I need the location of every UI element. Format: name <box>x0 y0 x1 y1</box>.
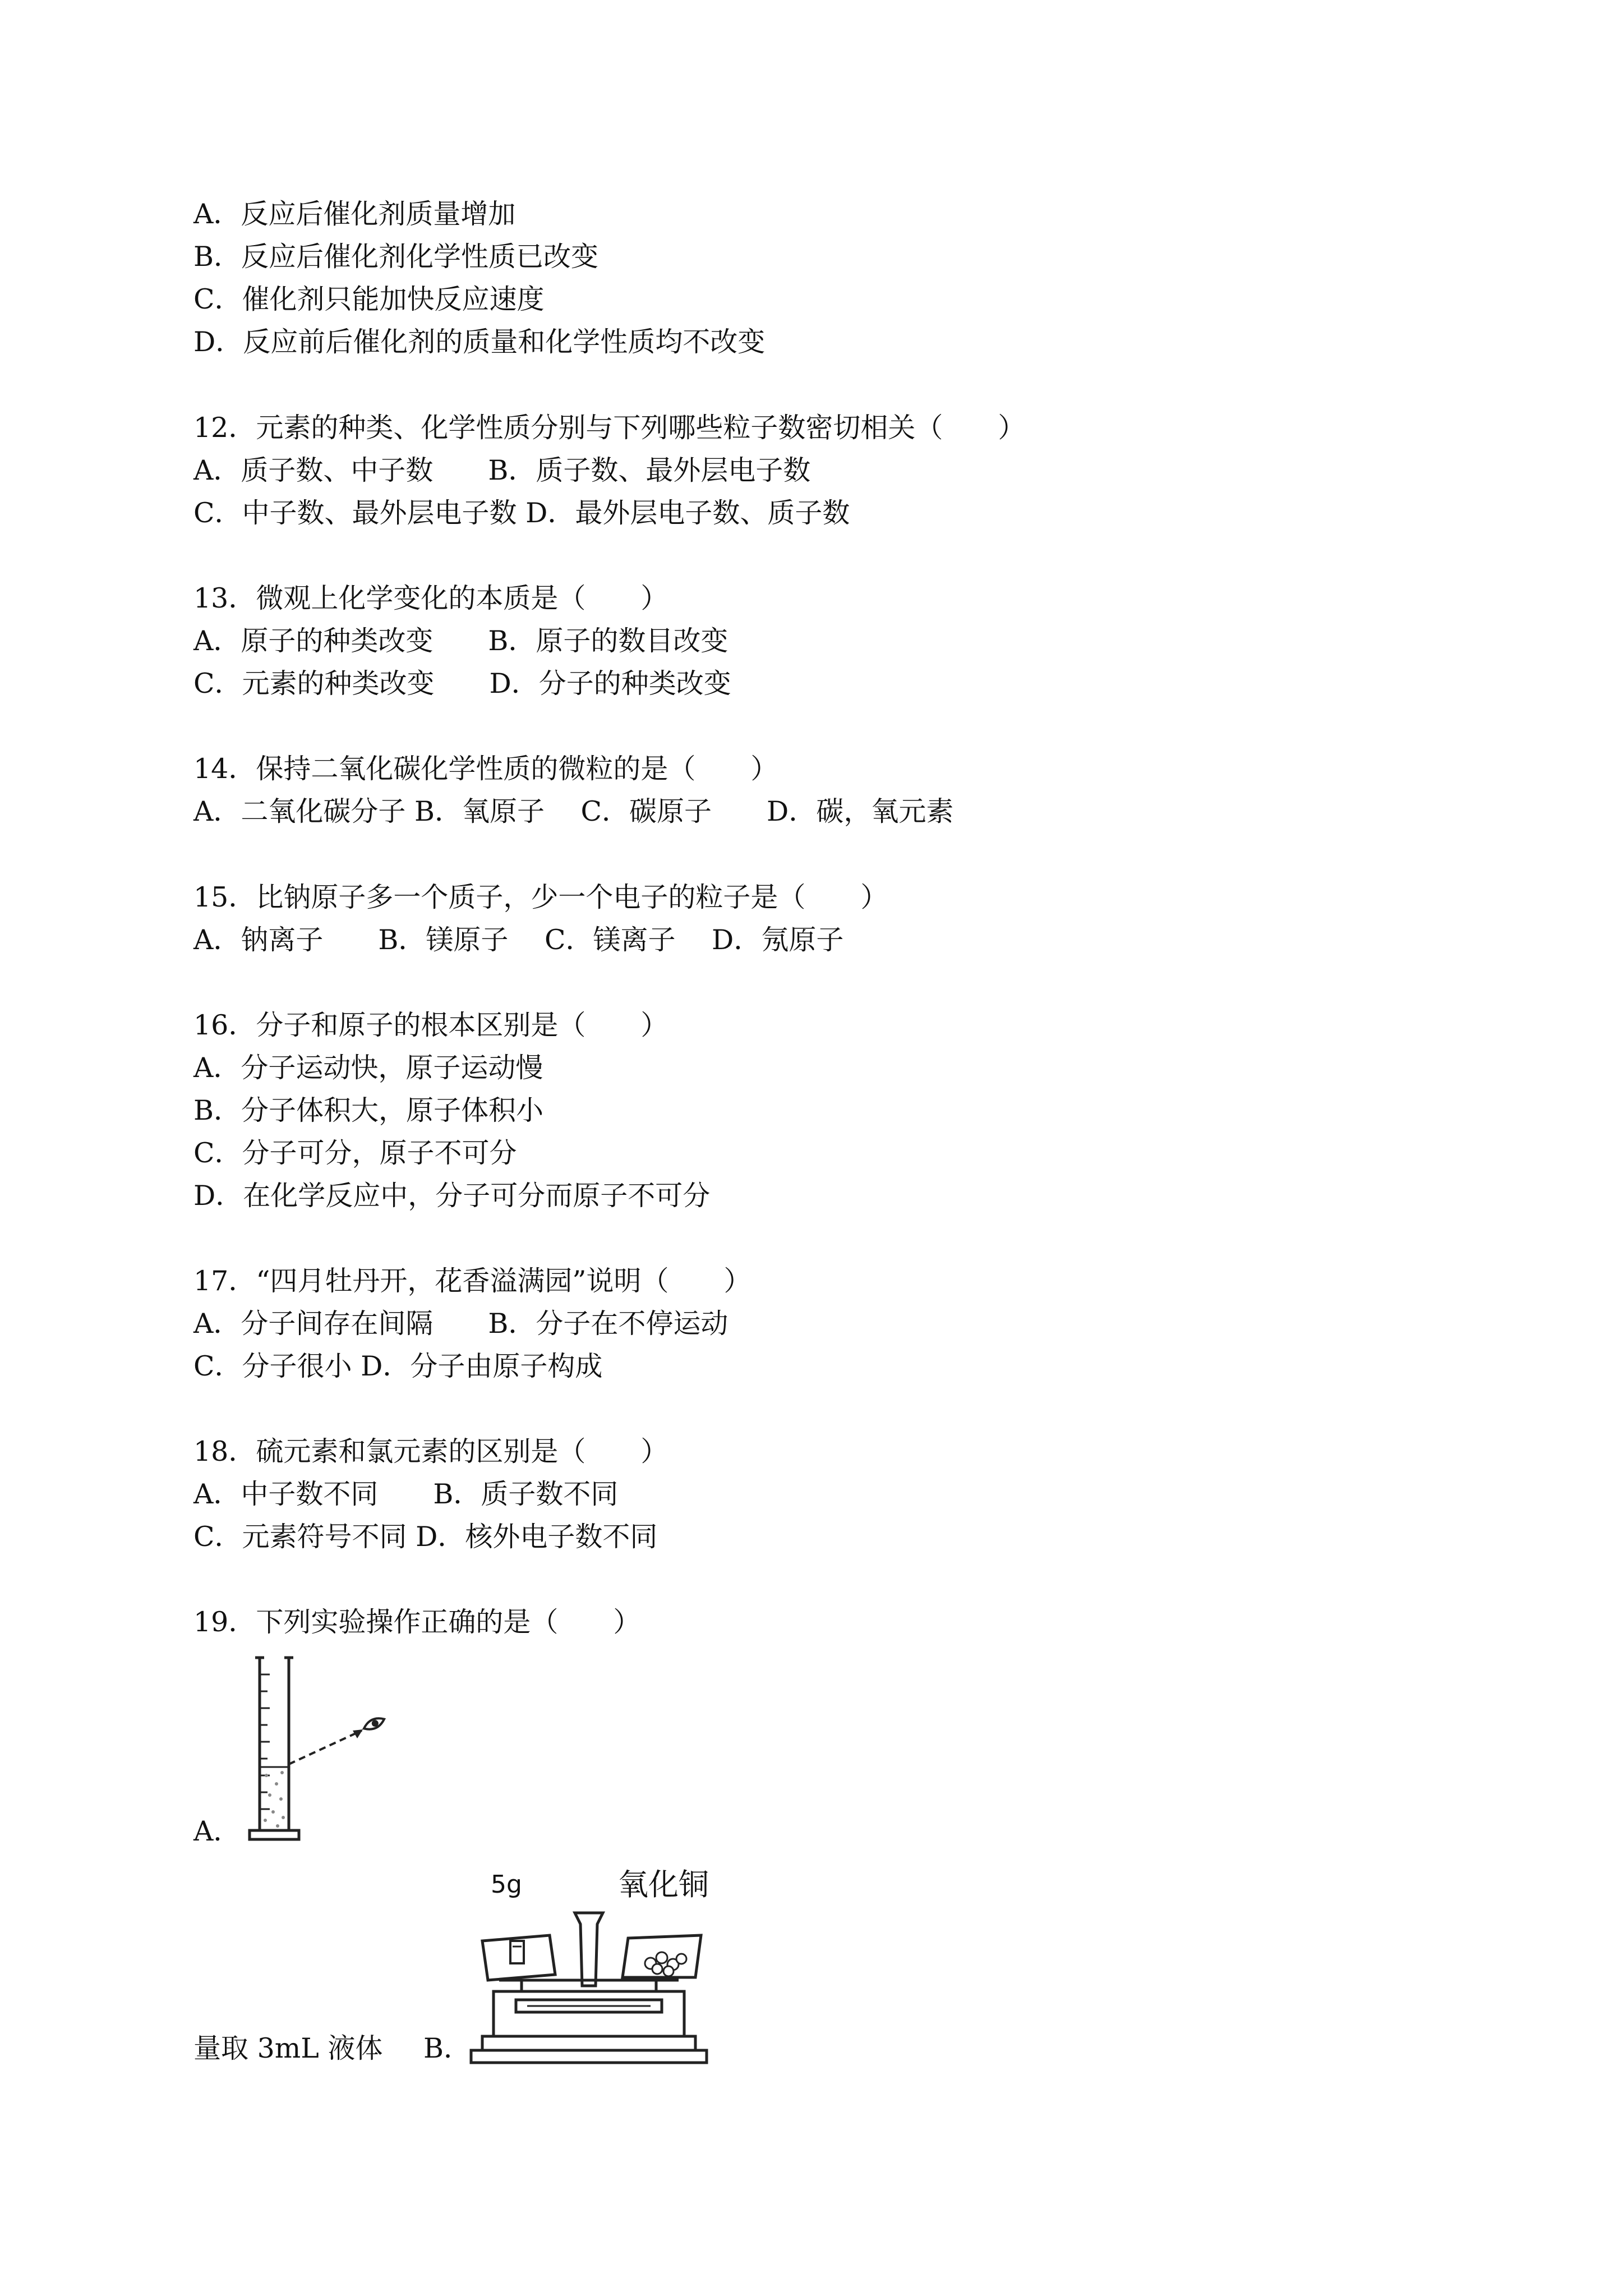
q14-options-line1: A．二氧化碳分子 B．氧原子 C．碳原子 D．碳，氧元素 <box>193 795 954 827</box>
q18-options-line2: C．元素符号不同 D．核外电子数不同 <box>193 1521 658 1553</box>
q11-option-a: A．反应后催化剂质量增加 <box>193 198 516 230</box>
q17-options-line1: A．分子间存在间隔 B．分子在不停运动 <box>193 1308 728 1340</box>
q16-option-a: A．分子运动快，原子运动慢 <box>193 1052 543 1084</box>
q14-stem: 14．保持二氧化碳化学性质的微粒的是（ ） <box>193 753 778 785</box>
q17-stem: 17．“四月牡丹开，花香溢满园”说明（ ） <box>193 1265 751 1297</box>
q19-option-a-caption: 量取 3mL 液体 <box>193 2032 383 2064</box>
q18-stem: 18．硫元素和氯元素的区别是（ ） <box>193 1435 668 1467</box>
q12-options-line2: C．中子数、最外层电子数 D．最外层电子数、质子数 <box>193 497 850 529</box>
q16-option-c: C．分子可分，原子不可分 <box>193 1137 517 1169</box>
q16-option-d: D．在化学反应中，分子可分而原子不可分 <box>193 1180 711 1212</box>
q13-options-line1: A．原子的种类改变 B．原子的数目改变 <box>193 625 728 657</box>
q15-options-line1: A．钠离子 B．镁原子 C．镁离子 D．氖原子 <box>193 924 844 956</box>
q11-option-c: C．催化剂只能加快反应速度 <box>193 283 545 315</box>
q11-option-b: B．反应后催化剂化学性质已改变 <box>193 241 599 273</box>
q19-option-b-letter: B． <box>423 2032 472 2064</box>
q12-stem: 12．元素的种类、化学性质分别与下列哪些粒子数密切相关（ ） <box>193 412 1026 444</box>
balance-right-label: 氧化铜 <box>618 1867 709 1902</box>
q15-stem: 15．比钠原子多一个质子，少一个电子的粒子是（ ） <box>193 881 888 913</box>
balance-figure <box>465 1868 723 2070</box>
q19-stem: 19．下列实验操作正确的是（ ） <box>193 1606 641 1638</box>
q12-options-line1: A．质子数、中子数 B．质子数、最外层电子数 <box>193 454 811 486</box>
balance-left-label: 5g <box>491 1870 522 1899</box>
q13-stem: 13．微观上化学变化的本质是（ ） <box>193 582 668 614</box>
q16-stem: 16．分子和原子的根本区别是（ ） <box>193 1009 668 1041</box>
q11-option-d: D．反应前后催化剂的质量和化学性质均不改变 <box>193 326 766 358</box>
q13-options-line2: C．元素的种类改变 D．分子的种类改变 <box>193 668 731 700</box>
q16-option-b: B．分子体积大，原子体积小 <box>193 1094 544 1126</box>
q19-option-a-letter: A． <box>193 1815 241 1847</box>
q17-options-line2: C．分子很小 D．分子由原子构成 <box>193 1350 603 1382</box>
graduated-cylinder-figure <box>233 1652 401 1848</box>
q18-options-line1: A．中子数不同 B．质子数不同 <box>193 1478 619 1510</box>
